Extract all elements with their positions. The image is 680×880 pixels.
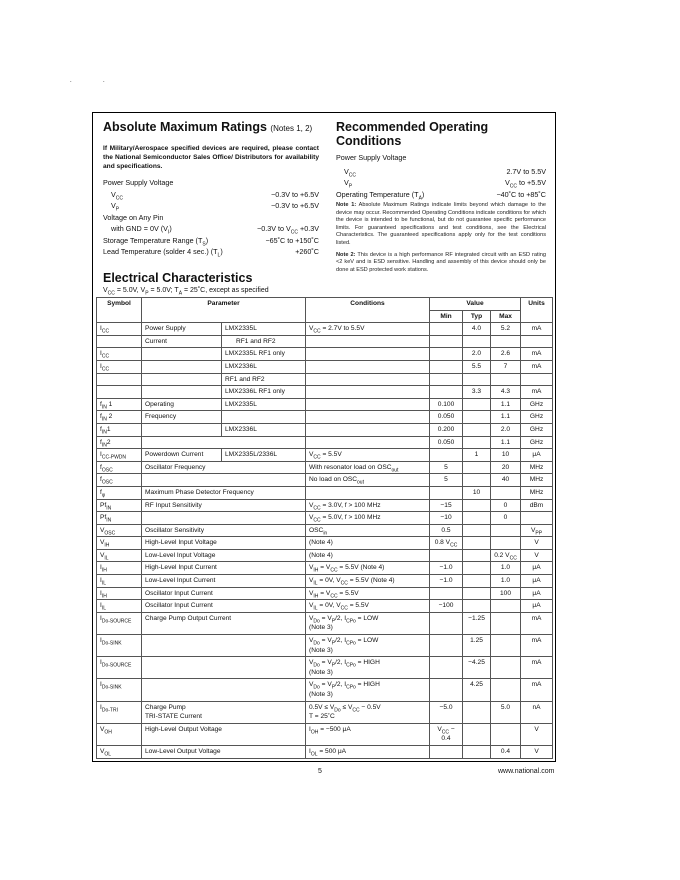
cell-min: −100 xyxy=(430,600,463,613)
table-row xyxy=(97,512,553,525)
cell-conditions xyxy=(306,436,430,449)
cell-symbol: $V_{IL}$ xyxy=(97,549,142,562)
roc-title: Recommended Operating Conditions xyxy=(336,120,489,148)
cell-max: 1.0 xyxy=(491,575,521,588)
cell-symbol: $f_{IN}2$ xyxy=(97,436,142,449)
roc-psv: Power Supply Voltage xyxy=(336,153,407,162)
cell-conditions xyxy=(306,486,430,499)
cell-parameter: Low-Level Input Voltage xyxy=(142,549,306,562)
ec-title: Electrical Characteristics xyxy=(103,271,253,285)
cell-symbol: $f_\varphi$ xyxy=(97,486,142,499)
cell-max: 0.2 $V_{CC}$ xyxy=(491,549,521,562)
cell-typ xyxy=(463,575,491,588)
table-row xyxy=(97,612,553,634)
cell-parameter: Low-Level Input Current xyxy=(142,575,306,588)
cell-typ xyxy=(463,373,491,386)
table-row xyxy=(97,562,553,575)
cell-typ xyxy=(463,549,491,562)
cell-min xyxy=(430,587,463,600)
cell-symbol: $I_{Do-SINK}$ xyxy=(97,679,142,701)
cell-min: 5 xyxy=(430,474,463,487)
cell-typ xyxy=(463,701,491,723)
cell-parameter xyxy=(142,657,306,679)
cell-typ: 1 xyxy=(463,449,491,462)
cell-parameter xyxy=(142,348,222,361)
cell-symbol: $I_{CC}$ xyxy=(97,323,142,336)
cell-min: 0.5 xyxy=(430,524,463,537)
cell-parameter: Charge Pump TRI-STATE Current xyxy=(142,701,306,723)
cell-min xyxy=(430,612,463,634)
cell-conditions: $OSC_{in}$ xyxy=(306,524,430,537)
cell-device xyxy=(222,411,306,424)
cell-parameter: Maximum Phase Detector Frequency xyxy=(142,486,306,499)
cell-conditions xyxy=(306,398,430,411)
cell-max: 5.0 xyxy=(491,701,521,723)
cell-typ: 10 xyxy=(463,486,491,499)
table-row xyxy=(97,701,553,723)
cell-parameter xyxy=(142,512,306,525)
cell-typ xyxy=(463,411,491,424)
cell-conditions: $I_{OH} = -500$ μA xyxy=(306,723,430,745)
cell-conditions: $V_{CC} = 5.0V$, f > 100 MHz xyxy=(306,512,430,525)
cell-min: 0.100 xyxy=(430,398,463,411)
table-row xyxy=(97,398,553,411)
table-row xyxy=(97,679,553,701)
table-row xyxy=(97,348,553,361)
cell-symbol: $f_{OSC}$ xyxy=(97,461,142,474)
military-note: If Military/Aerospace specified devices are required, please contact the National Semiconductor Sales Office/ Distributors for availability and specifications. xyxy=(103,145,319,170)
cell-parameter: Oscillator Sensitivity xyxy=(142,524,306,537)
cell-typ: 3.3 xyxy=(463,386,491,399)
cell-units: MHz xyxy=(521,461,553,474)
cell-device: LMX2335L RF1 only xyxy=(222,348,306,361)
cell-conditions: $0.5V \le V_{Do} \le V_{CC} - 0.5V$ T = 25˚C xyxy=(306,701,430,723)
cell-units: mA xyxy=(521,679,553,701)
table-row xyxy=(97,499,553,512)
page-mark-1: . xyxy=(70,78,72,84)
cell-conditions: $I_{OL} = 500$ μA xyxy=(306,745,430,758)
cell-typ xyxy=(463,562,491,575)
header-min: Min xyxy=(430,310,463,323)
cell-max xyxy=(491,612,521,634)
cell-parameter: High-Level Output Voltage xyxy=(142,723,306,745)
cell-units: GHz xyxy=(521,398,553,411)
cell-symbol: $I_{Do-SOURCE}$ xyxy=(97,657,142,679)
cell-conditions: $V_{Do} = V_P/2$, $I_{CPo}$ = HIGH (Note 3) xyxy=(306,657,430,679)
table-row xyxy=(97,600,553,613)
cell-min xyxy=(430,348,463,361)
cell-units: dBm xyxy=(521,499,553,512)
cell-max xyxy=(491,679,521,701)
table-row xyxy=(97,360,553,373)
header-symbol: Symbol xyxy=(97,298,142,323)
cell-parameter xyxy=(142,360,222,373)
cell-typ xyxy=(463,474,491,487)
cell-symbol: $I_{IL}$ xyxy=(97,575,142,588)
cell-symbol: $I_{Do-TRI}$ xyxy=(97,701,142,723)
cell-conditions xyxy=(306,360,430,373)
cell-parameter: Power Supply xyxy=(142,323,222,336)
cell-min xyxy=(430,335,463,348)
cell-units: MHz xyxy=(521,474,553,487)
amr-voap: Voltage on Any Pin xyxy=(103,212,164,222)
cell-typ: 5.5 xyxy=(463,360,491,373)
cell-units: V xyxy=(521,549,553,562)
cell-units: V xyxy=(521,537,553,550)
cell-units: mA xyxy=(521,360,553,373)
cell-typ xyxy=(463,499,491,512)
cell-symbol: $I_{IL}$ xyxy=(97,600,142,613)
cell-symbol: $I_{Do-SOURCE}$ xyxy=(97,612,142,634)
cell-max: 2.0 xyxy=(491,423,521,436)
cell-min xyxy=(430,657,463,679)
cell-typ xyxy=(463,423,491,436)
electrical-characteristics-table xyxy=(96,297,553,759)
cell-units: GHz xyxy=(521,411,553,424)
cell-units xyxy=(521,335,553,348)
cell-min: −10 xyxy=(430,512,463,525)
cell-min: −5.0 xyxy=(430,701,463,723)
table-row xyxy=(97,745,553,758)
cell-conditions: No load on $OSC_{out}$ xyxy=(306,474,430,487)
cell-typ xyxy=(463,524,491,537)
cell-units: MHz xyxy=(521,486,553,499)
cell-typ: −1.25 xyxy=(463,612,491,634)
cell-symbol: $V_{OH}$ xyxy=(97,723,142,745)
cell-typ: 1.25 xyxy=(463,635,491,657)
cell-device: LMX2336L xyxy=(222,360,306,373)
cell-min: −1.0 xyxy=(430,562,463,575)
cell-symbol: $f_{IN}$ 2 xyxy=(97,411,142,424)
cell-max: 20 xyxy=(491,461,521,474)
cell-min xyxy=(430,679,463,701)
cell-conditions: $V_{IL} = 0V$, $V_{CC} = 5.5V$ xyxy=(306,600,430,613)
cell-conditions: $V_{Do} = V_P/2$, $I_{CPo}$ = HIGH (Note 3) xyxy=(306,679,430,701)
cell-parameter xyxy=(142,679,306,701)
cell-typ xyxy=(463,461,491,474)
cell-device: LMX2336L RF1 only xyxy=(222,386,306,399)
cell-max: 10 xyxy=(491,449,521,462)
amr-vcc-row: $V_{CC}$ −0.3V to +6.5V xyxy=(111,189,319,201)
amr-notes-ref: (Notes 1, 2) xyxy=(270,124,313,133)
cell-units: μA xyxy=(521,587,553,600)
cell-units: GHz xyxy=(521,423,553,436)
cell-conditions: $V_{Do} = V_P/2$, $I_{CPo}$ = LOW (Note 3) xyxy=(306,612,430,634)
table-row xyxy=(97,524,553,537)
cell-symbol: $I_{CC}$ xyxy=(97,360,142,373)
ec-conditions: $V_{CC} = 5.0V$, $V_P = 5.0V$; $T_A$ = 25˚C, except as specified xyxy=(103,287,269,297)
cell-conditions: (Note 4) xyxy=(306,537,430,550)
header-typ: Typ xyxy=(463,310,491,323)
recommended-operating-section xyxy=(336,120,546,274)
cell-device: RF1 and RF2 xyxy=(222,373,306,386)
cell-units: V xyxy=(521,723,553,745)
cell-parameter: High-Level Input Current xyxy=(142,562,306,575)
cell-units: $V_{PP}$ xyxy=(521,524,553,537)
cell-conditions xyxy=(306,373,430,386)
cell-parameter: Oscillator Frequency xyxy=(142,461,306,474)
table-row xyxy=(97,411,553,424)
table-row xyxy=(97,537,553,550)
cell-conditions xyxy=(306,335,430,348)
table-row xyxy=(97,449,553,462)
cell-units: μA xyxy=(521,575,553,588)
table-row xyxy=(97,461,553,474)
cell-min xyxy=(430,360,463,373)
cell-min xyxy=(430,323,463,336)
cell-units: mA xyxy=(521,348,553,361)
table-row xyxy=(97,474,553,487)
cell-parameter xyxy=(142,423,222,436)
cell-units xyxy=(521,373,553,386)
cell-min: −1.0 xyxy=(430,575,463,588)
cell-conditions: $V_{Do} = V_P/2$, $I_{CPo}$ = LOW (Note 3) xyxy=(306,635,430,657)
cell-units: μA xyxy=(521,449,553,462)
cell-symbol: $I_{IH}$ xyxy=(97,587,142,600)
cell-parameter xyxy=(142,386,222,399)
cell-max xyxy=(491,657,521,679)
cell-conditions: $V_{IH} = V_{CC} = 5.5V$ xyxy=(306,587,430,600)
cell-typ xyxy=(463,537,491,550)
header-conditions: Conditions xyxy=(306,298,430,323)
cell-typ xyxy=(463,512,491,525)
cell-typ xyxy=(463,723,491,745)
cell-units: nA xyxy=(521,701,553,723)
cell-conditions: With resonator load on $OSC_{out}$ xyxy=(306,461,430,474)
header-max: Max xyxy=(491,310,521,323)
cell-min xyxy=(430,386,463,399)
cell-min: 0.050 xyxy=(430,436,463,449)
cell-max: 100 xyxy=(491,587,521,600)
cell-min: 0.8 $V_{CC}$ xyxy=(430,537,463,550)
cell-parameter: Oscillator Input Current xyxy=(142,587,306,600)
cell-max xyxy=(491,600,521,613)
cell-max: 4.3 xyxy=(491,386,521,399)
cell-min xyxy=(430,486,463,499)
cell-parameter xyxy=(142,635,306,657)
cell-max: 7 xyxy=(491,360,521,373)
amr-storage-row: Storage Temperature Range $(T_S)$ −65˚C to +150˚C xyxy=(103,235,319,247)
cell-typ xyxy=(463,335,491,348)
table-row xyxy=(97,657,553,679)
cell-typ: 2.0 xyxy=(463,348,491,361)
cell-parameter: Current xyxy=(142,335,222,348)
cell-max: 0 xyxy=(491,499,521,512)
cell-symbol: $I_{IH}$ xyxy=(97,562,142,575)
cell-min: 0.050 xyxy=(430,411,463,424)
table-row xyxy=(97,436,553,449)
cell-max xyxy=(491,723,521,745)
footer-url: www.national.com xyxy=(498,768,555,775)
roc-temp-row: Operating Temperature $(T_A)$ −40˚C to +85˚C xyxy=(336,189,546,201)
cell-parameter: High-Level Input Voltage xyxy=(142,537,306,550)
table-row xyxy=(97,486,553,499)
cell-units xyxy=(521,512,553,525)
cell-min xyxy=(430,449,463,462)
cell-max: 1.1 xyxy=(491,436,521,449)
cell-typ: −4.25 xyxy=(463,657,491,679)
cell-typ xyxy=(463,436,491,449)
cell-min xyxy=(430,373,463,386)
cell-parameter xyxy=(142,436,306,449)
cell-device: LMX2336L xyxy=(222,423,306,436)
cell-conditions xyxy=(306,411,430,424)
cell-max xyxy=(491,537,521,550)
cell-conditions xyxy=(306,386,430,399)
cell-conditions: $V_{CC} = 2.7V$ to 5.5V xyxy=(306,323,430,336)
cell-units: μA xyxy=(521,562,553,575)
cell-units: V xyxy=(521,745,553,758)
cell-min xyxy=(430,635,463,657)
page-mark-2: . xyxy=(103,78,105,84)
cell-parameter xyxy=(142,474,306,487)
table-row xyxy=(97,335,553,348)
cell-symbol: $f_{IN}1$ xyxy=(97,423,142,436)
cell-max: 2.6 xyxy=(491,348,521,361)
cell-symbol: $f_{IN}$ 1 xyxy=(97,398,142,411)
cell-parameter xyxy=(142,373,222,386)
cell-typ: 4.0 xyxy=(463,323,491,336)
cell-max xyxy=(491,486,521,499)
cell-device: LMX2335L xyxy=(222,323,306,336)
table-row xyxy=(97,575,553,588)
cell-min xyxy=(430,745,463,758)
amr-psv: Power Supply Voltage xyxy=(103,178,174,187)
cell-conditions: $V_{CC} = 5.5V$ xyxy=(306,449,430,462)
cell-symbol: $V_{OSC}$ xyxy=(97,524,142,537)
note-1: Note 1: Absolute Maximum Ratings indicate limits beyond which damage to the device may occur. Recommended Operating Conditions indicate conditions for which the device is intended to be functional, but do not guarantee specific performance limits. For guaranteed specifications and test conditions, see the Electrical Characteristics. The guaranteed specifications apply only for the test conditions listed. xyxy=(336,202,546,246)
table-row xyxy=(97,549,553,562)
cell-symbol: $I_{Do-SINK}$ xyxy=(97,635,142,657)
cell-units: mA xyxy=(521,612,553,634)
cell-parameter: Oscillator Input Current xyxy=(142,600,306,613)
cell-device: LMX2335L xyxy=(222,398,306,411)
cell-max xyxy=(491,373,521,386)
table-row xyxy=(97,723,553,745)
cell-max xyxy=(491,335,521,348)
cell-units: mA xyxy=(521,323,553,336)
table-row xyxy=(97,423,553,436)
header-units: Units xyxy=(521,298,553,323)
cell-min: 0.200 xyxy=(430,423,463,436)
cell-symbol: $V_{IH}$ xyxy=(97,537,142,550)
cell-min xyxy=(430,549,463,562)
amr-title: Absolute Maximum Ratings (Notes 1, 2) xyxy=(103,120,313,134)
cell-min: −15 xyxy=(430,499,463,512)
cell-typ: 4.25 xyxy=(463,679,491,701)
cell-parameter: Frequency xyxy=(142,411,222,424)
cell-conditions: (Note 4) xyxy=(306,549,430,562)
cell-conditions xyxy=(306,348,430,361)
cell-symbol: $I_{CC}$ xyxy=(97,348,142,361)
cell-symbol xyxy=(97,373,142,386)
cell-min: 5 xyxy=(430,461,463,474)
cell-symbol xyxy=(97,386,142,399)
cell-max: 1.1 xyxy=(491,398,521,411)
cell-typ xyxy=(463,398,491,411)
note-2: Note 2: This device is a high performance RF integrated circuit with an ESD rating <2 keV and is ESD sensitive. Handling and assembly of this device should only be done at ESD protected work stations. xyxy=(336,251,546,273)
cell-parameter: Powerdown Current xyxy=(142,449,222,462)
cell-max: 0.4 xyxy=(491,745,521,758)
absolute-max-ratings-section xyxy=(103,120,319,258)
roc-vp-row: $V_P$ $V_{CC}$ to +5.5V xyxy=(344,178,546,190)
cell-parameter: RF Input Sensitivity xyxy=(142,499,306,512)
cell-max xyxy=(491,635,521,657)
cell-parameter: Operating xyxy=(142,398,222,411)
cell-symbol: $I_{CC-PWDN}$ xyxy=(97,449,142,462)
table-row xyxy=(97,635,553,657)
cell-max: 1.1 xyxy=(491,411,521,424)
cell-max: 5.2 xyxy=(491,323,521,336)
cell-conditions: $V_{CC} = 3.0V$, f > 100 MHz xyxy=(306,499,430,512)
table-row xyxy=(97,373,553,386)
cell-units: μA xyxy=(521,600,553,613)
cell-units: mA xyxy=(521,635,553,657)
page-number: 5 xyxy=(318,768,322,775)
cell-device: LMX2335L/2336L xyxy=(222,449,306,462)
cell-symbol: $Pf_{IN}$ xyxy=(97,499,142,512)
cell-parameter: Low-Level Output Voltage xyxy=(142,745,306,758)
cell-max xyxy=(491,524,521,537)
header-parameter: Parameter xyxy=(142,298,306,323)
cell-symbol: $Pf_{IN}$ xyxy=(97,512,142,525)
cell-max: 40 xyxy=(491,474,521,487)
cell-conditions: $V_{IH} = V_{CC} = 5.5V$ (Note 4) xyxy=(306,562,430,575)
table-row xyxy=(97,386,553,399)
cell-units: GHz xyxy=(521,436,553,449)
table-row xyxy=(97,323,553,336)
cell-typ xyxy=(463,587,491,600)
cell-symbol: $f_{OSC}$ xyxy=(97,474,142,487)
cell-typ xyxy=(463,600,491,613)
roc-vcc-row: $V_{CC}$ 2.7V to 5.5V xyxy=(344,166,546,178)
cell-max: 0 xyxy=(491,512,521,525)
cell-units: mA xyxy=(521,386,553,399)
cell-units: mA xyxy=(521,657,553,679)
amr-lead-row: Lead Temperature (solder 4 sec.) $(T_L)$ +260˚C xyxy=(103,247,319,259)
header-value: Value xyxy=(430,298,521,311)
cell-conditions xyxy=(306,423,430,436)
cell-max: 1.0 xyxy=(491,562,521,575)
cell-symbol xyxy=(97,335,142,348)
cell-device: RF1 and RF2 xyxy=(222,335,306,348)
cell-symbol: $V_{OL}$ xyxy=(97,745,142,758)
cell-min: $V_{CC}$ − 0.4 xyxy=(430,723,463,745)
amr-vp-row: $V_P$ −0.3V to +6.5V xyxy=(111,201,319,213)
amr-gnd-row: with GND = 0V $(V_I)$ −0.3V to $V_{CC} +0.3V$ xyxy=(111,224,319,236)
cell-parameter: Charge Pump Output Current xyxy=(142,612,306,634)
cell-conditions: $V_{IL} = 0V$, $V_{CC} = 5.5V$ (Note 4) xyxy=(306,575,430,588)
table-row xyxy=(97,587,553,600)
cell-typ xyxy=(463,745,491,758)
